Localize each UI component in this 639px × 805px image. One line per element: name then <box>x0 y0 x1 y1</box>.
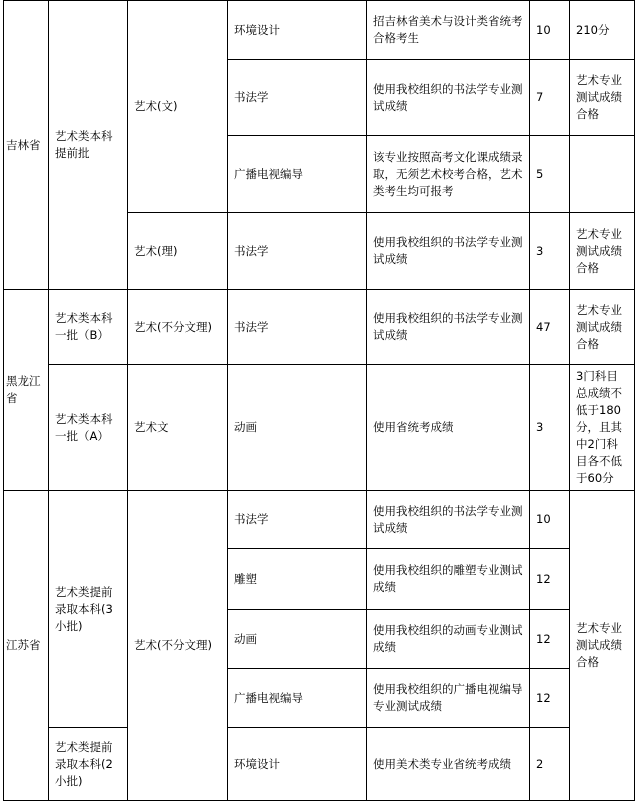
requirement-cell: 使用我校组织的书法学专业测试成绩 <box>367 290 530 365</box>
major-cell: 广播电视编导 <box>228 669 367 728</box>
table-row <box>4 1 635 60</box>
count-cell: 3 <box>530 213 570 290</box>
category-cell: 艺术文 <box>128 365 228 491</box>
major-cell: 书法学 <box>228 213 367 290</box>
score-cell: 3门科目总成绩不低于180分，且其中2门科目各不低于60分 <box>570 365 635 491</box>
major-cell: 书法学 <box>228 60 367 136</box>
requirement-cell: 使用我校组织的书法学专业测试成绩 <box>367 491 530 549</box>
count-cell: 2 <box>530 728 570 801</box>
requirement-cell: 使用省统考成绩 <box>367 365 530 491</box>
requirement-cell: 使用我校组织的书法学专业测试成绩 <box>367 60 530 136</box>
category-cell: 艺术(不分文理) <box>128 491 228 801</box>
major-cell: 书法学 <box>228 290 367 365</box>
requirement-cell: 使用美术类专业省统考成绩 <box>367 728 530 801</box>
score-cell: 艺术专业测试成绩合格 <box>570 60 635 136</box>
count-cell: 5 <box>530 136 570 213</box>
category-cell: 艺术(文) <box>128 1 228 213</box>
count-cell: 10 <box>530 1 570 60</box>
requirement-cell: 该专业按照高考文化课成绩录取，无须艺术校考合格，艺术类考生均可报考 <box>367 136 530 213</box>
major-cell: 动画 <box>228 610 367 669</box>
admissions-table <box>3 0 635 801</box>
major-cell: 环境设计 <box>228 1 367 60</box>
requirement-cell: 招吉林省美术与设计类省统考合格考生 <box>367 1 530 60</box>
category-cell: 艺术(不分文理) <box>128 290 228 365</box>
batch-cell: 艺术类本科提前批 <box>49 1 128 290</box>
batch-cell: 艺术类提前录取本科(2小批) <box>49 728 128 801</box>
table-row <box>4 365 635 491</box>
table-row <box>4 290 635 365</box>
major-cell: 动画 <box>228 365 367 491</box>
province-cell: 江苏省 <box>4 491 49 801</box>
score-cell: 210分 <box>570 1 635 60</box>
major-cell: 书法学 <box>228 491 367 549</box>
province-cell: 黑龙江省 <box>4 290 49 491</box>
requirement-cell: 使用我校组织的广播电视编导专业测试成绩 <box>367 669 530 728</box>
count-cell: 12 <box>530 669 570 728</box>
score-cell: 艺术专业测试成绩合格 <box>570 491 635 801</box>
requirement-cell: 使用我校组织的书法学专业测试成绩 <box>367 213 530 290</box>
batch-cell: 艺术类本科一批（A） <box>49 365 128 491</box>
score-cell: 艺术专业测试成绩合格 <box>570 290 635 365</box>
batch-cell: 艺术类本科一批（B） <box>49 290 128 365</box>
score-cell: 艺术专业测试成绩合格 <box>570 213 635 290</box>
requirement-cell: 使用我校组织的动画专业测试成绩 <box>367 610 530 669</box>
major-cell: 环境设计 <box>228 728 367 801</box>
category-cell: 艺术(理) <box>128 213 228 290</box>
count-cell: 10 <box>530 491 570 549</box>
count-cell: 12 <box>530 610 570 669</box>
count-cell: 7 <box>530 60 570 136</box>
batch-cell: 艺术类提前录取本科(3小批) <box>49 491 128 728</box>
score-cell <box>570 136 635 213</box>
table-row <box>4 728 635 801</box>
requirement-cell: 使用我校组织的雕塑专业测试成绩 <box>367 549 530 610</box>
province-cell: 吉林省 <box>4 1 49 290</box>
major-cell: 广播电视编导 <box>228 136 367 213</box>
count-cell: 12 <box>530 549 570 610</box>
table-row <box>4 491 635 549</box>
major-cell: 雕塑 <box>228 549 367 610</box>
count-cell: 3 <box>530 365 570 491</box>
count-cell: 47 <box>530 290 570 365</box>
